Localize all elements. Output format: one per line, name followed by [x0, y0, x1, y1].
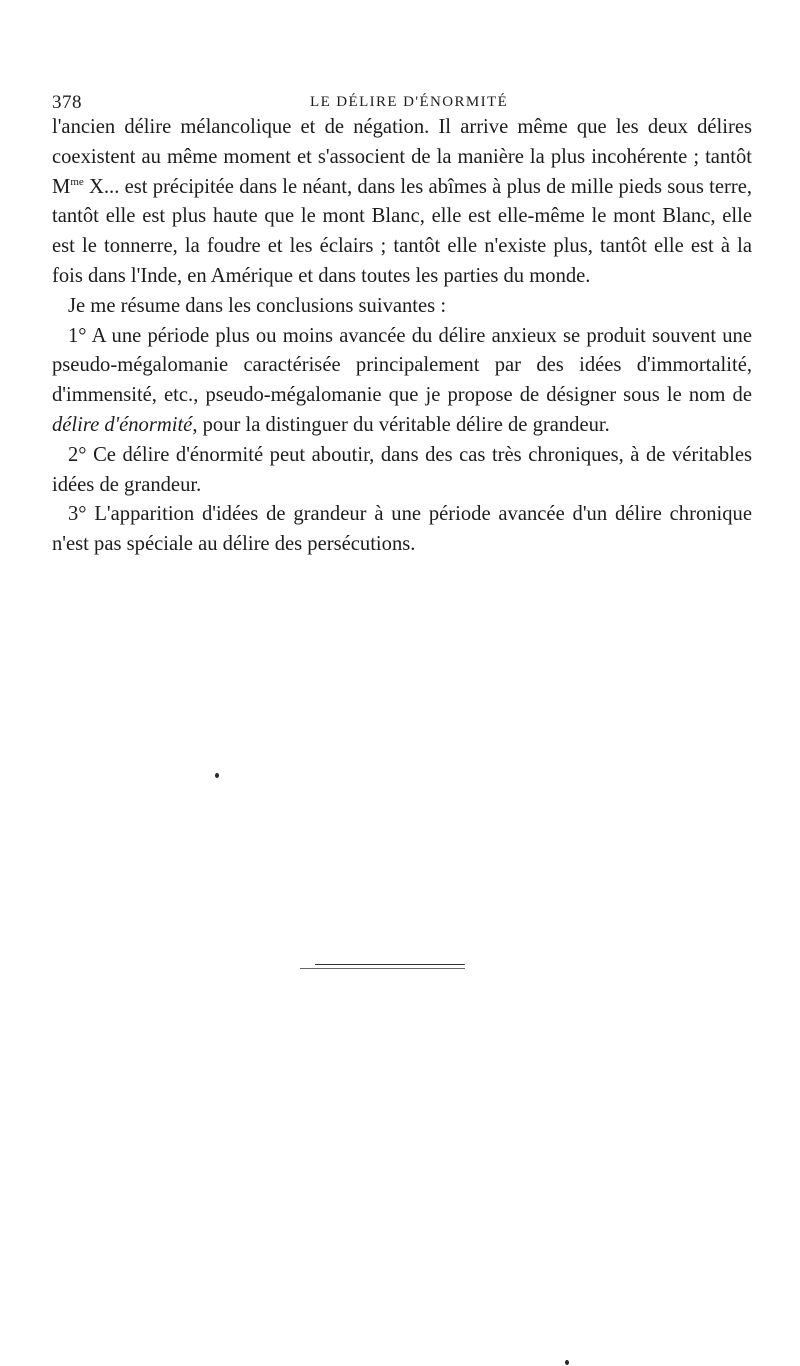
paragraph-5: [52, 500, 752, 560]
paragraph-1: [52, 113, 752, 292]
superscript: me: [70, 175, 84, 188]
ink-speck: [215, 773, 219, 778]
text-run: l'ancien délire mélancolique et de négation. Il arrive même que les deux délires coexistent au même moment et s'associent de la manière la plus incohérente ; tantôt M: [52, 116, 752, 198]
text-run: 1° A une période plus ou moins avancée du délire anxieux se produit souvent une pseudo-mégalomanie caractérisée principalement par des idées d'immortalité, d'immensité, etc., pseudo-mégalomanie que je propose de désigner sous le nom de: [52, 324, 752, 407]
end-rule-lower: [300, 968, 465, 969]
text-run: X... est précipitée dans le néant, dans les abîmes à plus de mille pieds sous terre, tantôt elle est plus haute que le mont Blanc, elle est elle-même le mont Blanc, elle est le tonnerre, la foudre et les éclairs ; tantôt elle n'existe plus, tantôt elle est à la fois dans l'Inde, en Amérique et dans toutes les parties du monde.: [52, 175, 752, 287]
end-rule: [315, 964, 465, 965]
paragraph-2: [52, 292, 752, 322]
paragraph-3: [52, 322, 752, 441]
ink-speck: [565, 1360, 569, 1365]
paragraph-4: [52, 441, 752, 501]
text-run: , pour la distinguer du véritable délire de grandeur.: [192, 413, 610, 436]
page-number: 378: [52, 92, 82, 113]
text-run: 3° L'apparition d'idées de grandeur à une période avancée d'un délire chronique n'est pas spéciale au délire des persécutions.: [52, 503, 752, 556]
running-title: LE DÉLIRE D'ÉNORMITÉ: [310, 94, 509, 110]
italic-term: délire d'énormité: [52, 413, 193, 436]
body-text: [52, 113, 752, 560]
text-run: Je me résume dans les conclusions suivantes :: [68, 294, 447, 317]
text-run: 2° Ce délire d'énormité peut aboutir, dans des cas très chroniques, à de véritables idées de grandeur.: [52, 443, 752, 496]
